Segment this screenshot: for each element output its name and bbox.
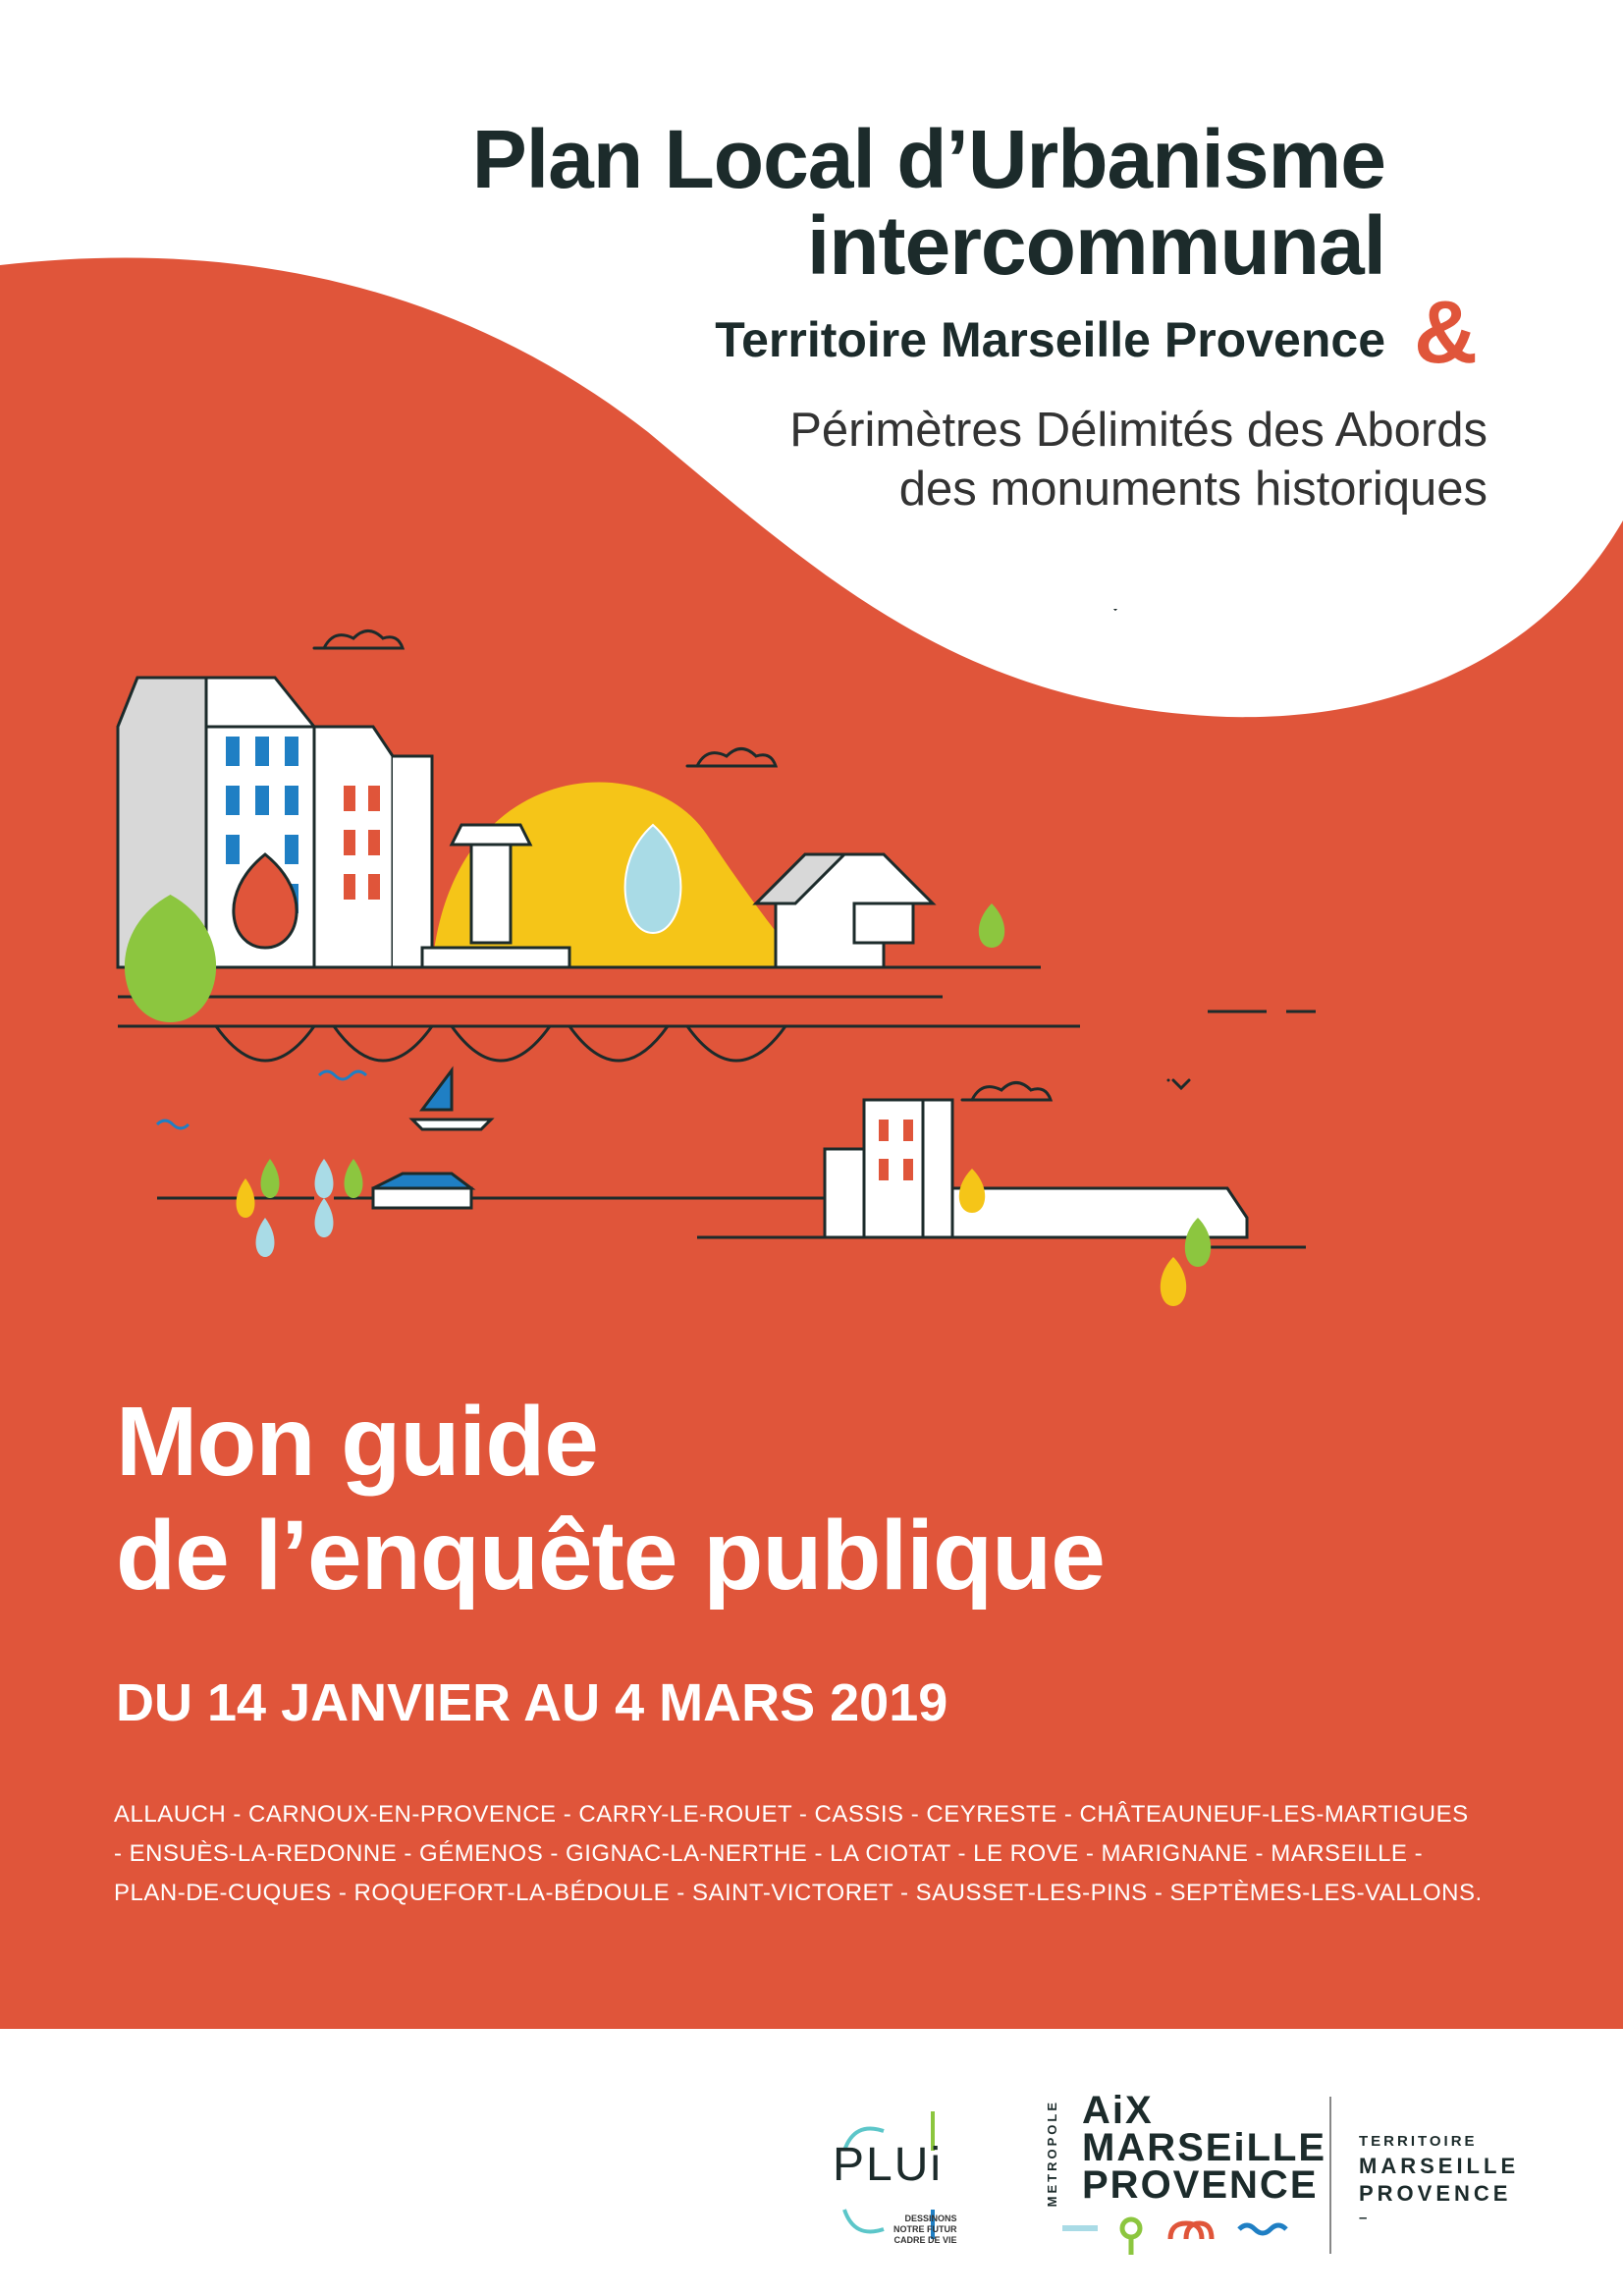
metropole-line-aix: AiX — [1082, 2089, 1154, 2132]
guide-title-line-2: de l’enquête publique — [116, 1501, 1105, 1611]
ampersand-mark: & — [1414, 284, 1478, 382]
territory-subtitle: Territoire Marseille Provence — [715, 312, 1385, 367]
title-line-2: intercommunal — [806, 199, 1385, 292]
communes-line-3: PLAN-DE-CUQUES - ROQUEFORT-LA-BÉDOULE - SAINT-VICTORET - SAUSSET-LES-PINS - SEPTÈMES-LES-VALLONS. — [114, 1880, 1483, 1906]
plui-tagline-2: NOTRE FUTUR — [893, 2224, 957, 2234]
territoire-logo — [1359, 2131, 1519, 2229]
guide-title-line-1: Mon guide — [116, 1387, 598, 1497]
city-illustration — [98, 609, 1532, 1355]
territoire-label: TERRITOIRE — [1359, 2133, 1478, 2150]
territoire-provence: PROVENCE — [1359, 2181, 1512, 2206]
metropole-line-provence: PROVENCE — [1082, 2163, 1319, 2207]
logo-divider — [1329, 2097, 1331, 2254]
communes-line-1: ALLAUCH - CARNOUX-EN-PROVENCE - CARRY-LE-ROUET - CASSIS - CEYRESTE - CHÂTEAUNEUF-LES-MARTIGUES — [114, 1801, 1469, 1828]
plui-logo-text: PLUi — [833, 2139, 944, 2191]
plui-tagline — [893, 2214, 957, 2246]
metropole-logo-icons — [1062, 2215, 1298, 2265]
plui-tagline-3: CADRE DE VIE — [893, 2235, 957, 2245]
pda-subtitle — [789, 401, 1488, 519]
metropole-logo-text — [1082, 2089, 1327, 2207]
title-line-1: Plan Local d’Urbanisme — [471, 113, 1385, 205]
metropole-vertical-label: METROPOLE — [1045, 2100, 1059, 2208]
pda-line-2: des monuments historiques — [898, 463, 1488, 516]
communes-line-2: - ENSUÈS-LA-REDONNE - GÉMENOS - GIGNAC-LA-NERTHE - LA CIOTAT - LE ROVE - MARIGNANE - MARSEILLE - — [114, 1840, 1424, 1867]
communes-list — [114, 1795, 1488, 1913]
metropole-line-marseille: MARSEiLLE — [1082, 2126, 1327, 2169]
enquiry-dates: DU 14 JANVIER AU 4 MARS 2019 — [116, 1673, 948, 1732]
plui-tagline-1: DESSINONS — [904, 2214, 957, 2223]
pda-line-1: Périmètres Délimités des Abords — [789, 404, 1488, 457]
guide-title — [116, 1385, 1105, 1613]
territoire-marseille: MARSEILLE — [1359, 2154, 1520, 2178]
territoire-dash: – — [1359, 2210, 1371, 2226]
document-title — [471, 113, 1385, 292]
